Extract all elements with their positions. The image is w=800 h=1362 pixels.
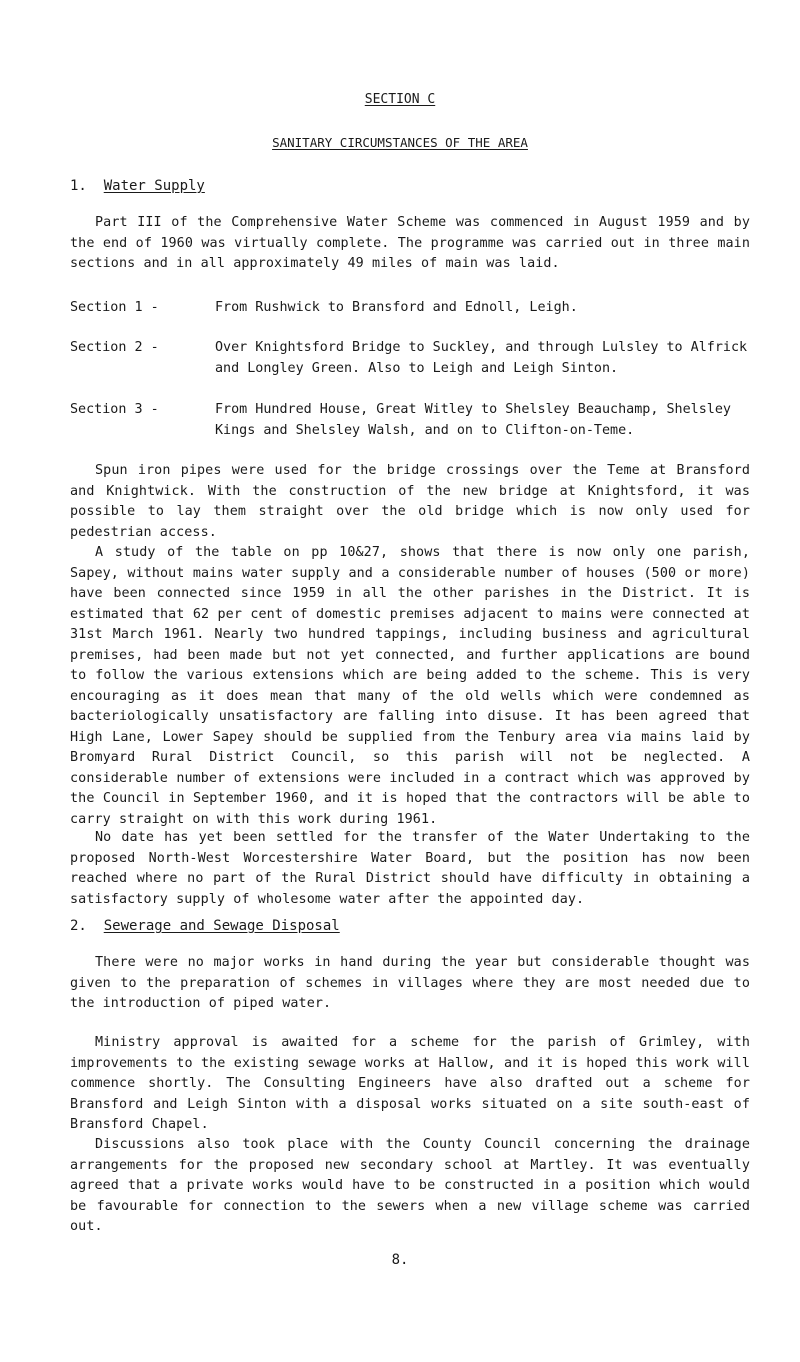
water-section-number: 1. xyxy=(70,178,87,194)
water-section-2 xyxy=(70,338,750,379)
water-section-3 xyxy=(70,400,750,441)
sewerage-paragraph-3: Discussions also took place with the County Council concerning the drainage arrangements for the proposed new secondary school at Martley. It was eventually agreed that a private works would have to be constructed in a position which would be favourable for connection to the sewers when a new village scheme was carried out. xyxy=(70,1137,750,1235)
page-number: 8. xyxy=(391,1252,409,1268)
sewerage-heading xyxy=(70,918,340,934)
sewerage-section-number: 2. xyxy=(70,918,87,934)
section-label: Section 1 - xyxy=(70,300,159,315)
section-label: Section 3 - xyxy=(70,402,159,417)
water-section-1 xyxy=(70,298,750,319)
water-transfer-paragraph: No date has yet been settled for the transfer of the Water Undertaking to the proposed North-West Worcestershire Water Board, but the position has now been reached where no part of the Rural District should have difficulty in obtaining a satisfactory supply of wholesome water after the appointed day. xyxy=(70,830,750,907)
section-title: SECTION C xyxy=(364,92,436,107)
water-section-title: Water Supply xyxy=(103,178,205,194)
spun-iron-paragraph: Spun iron pipes were used for the bridge crossings over the Teme at Bransford and Knightwick. With the construction of the new bridge at Knightsford, it was possible to lay them straight over the old bridge which is now only used for pedestrian access. xyxy=(70,463,750,540)
section-text: From Rushwick to Bransford and Ednoll, Leigh. xyxy=(215,300,578,315)
page-subtitle: SANITARY CIRCUMSTANCES OF THE AREA xyxy=(272,135,528,150)
parish-study-paragraph: A study of the table on pp 10&27, shows that there is now only one parish, Sapey, without mains water supply and a considerable number of houses (500 or more) have been connected since 1959 in all the other parishes in the District. It is estimated that 62 per cent of domestic premises adjacent to mains were connected at 31st March 1961. Nearly two hundred tappings, including business and agricultural premises, had been made but not yet connected, and further applications are bound to follow the various extensions which are being added to the scheme. This is very encouraging as it does mean that many of the old wells which were condemned as bacteriologically unsatisfactory are falling into disuse. It has been agreed that High Lane, Lower Sapey should be supplied from the Tenbury area via mains laid by Bromyard Rural District Council, so this parish will not be neglected. A considerable number of extensions were included in a contract which was approved by the Council in September 1960, and it is hoped that the contractors will be able to carry straight on with this work during 1961. xyxy=(70,545,750,827)
sewerage-section-title: Sewerage and Sewage Disposal xyxy=(103,918,340,934)
water-intro-paragraph: Part III of the Comprehensive Water Scheme was commenced in August 1959 and by the end of 1960 was virtually complete. The programme was carried out in three main sections and in all approximately 49 miles of main was laid. xyxy=(70,215,750,272)
water-supply-heading xyxy=(70,178,205,194)
sewerage-paragraph-1: There were no major works in hand during the year but considerable thought was given to the preparation of schemes in villages where they are most needed due to the introduction of piped water. xyxy=(70,955,750,1012)
section-label: Section 2 - xyxy=(70,340,159,355)
section-text: From Hundred House, Great Witley to Shelsley Beauchamp, Shelsley Kings and Shelsley Walsh, and on to Clifton-on-Teme. xyxy=(215,402,731,438)
sewerage-paragraph-2: Ministry approval is awaited for a scheme for the parish of Grimley, with improvements to the existing sewage works at Hallow, and it is hoped this work will commence shortly. The Consulting Engineers have also drafted out a scheme for Bransford and Leigh Sinton with a disposal works situated on a site south-east of Bransford Chapel. xyxy=(70,1035,750,1133)
section-text: Over Knightsford Bridge to Suckley, and through Lulsley to Alfrick and Longley Green. Also to Leigh and Leigh Sinton. xyxy=(215,340,748,376)
